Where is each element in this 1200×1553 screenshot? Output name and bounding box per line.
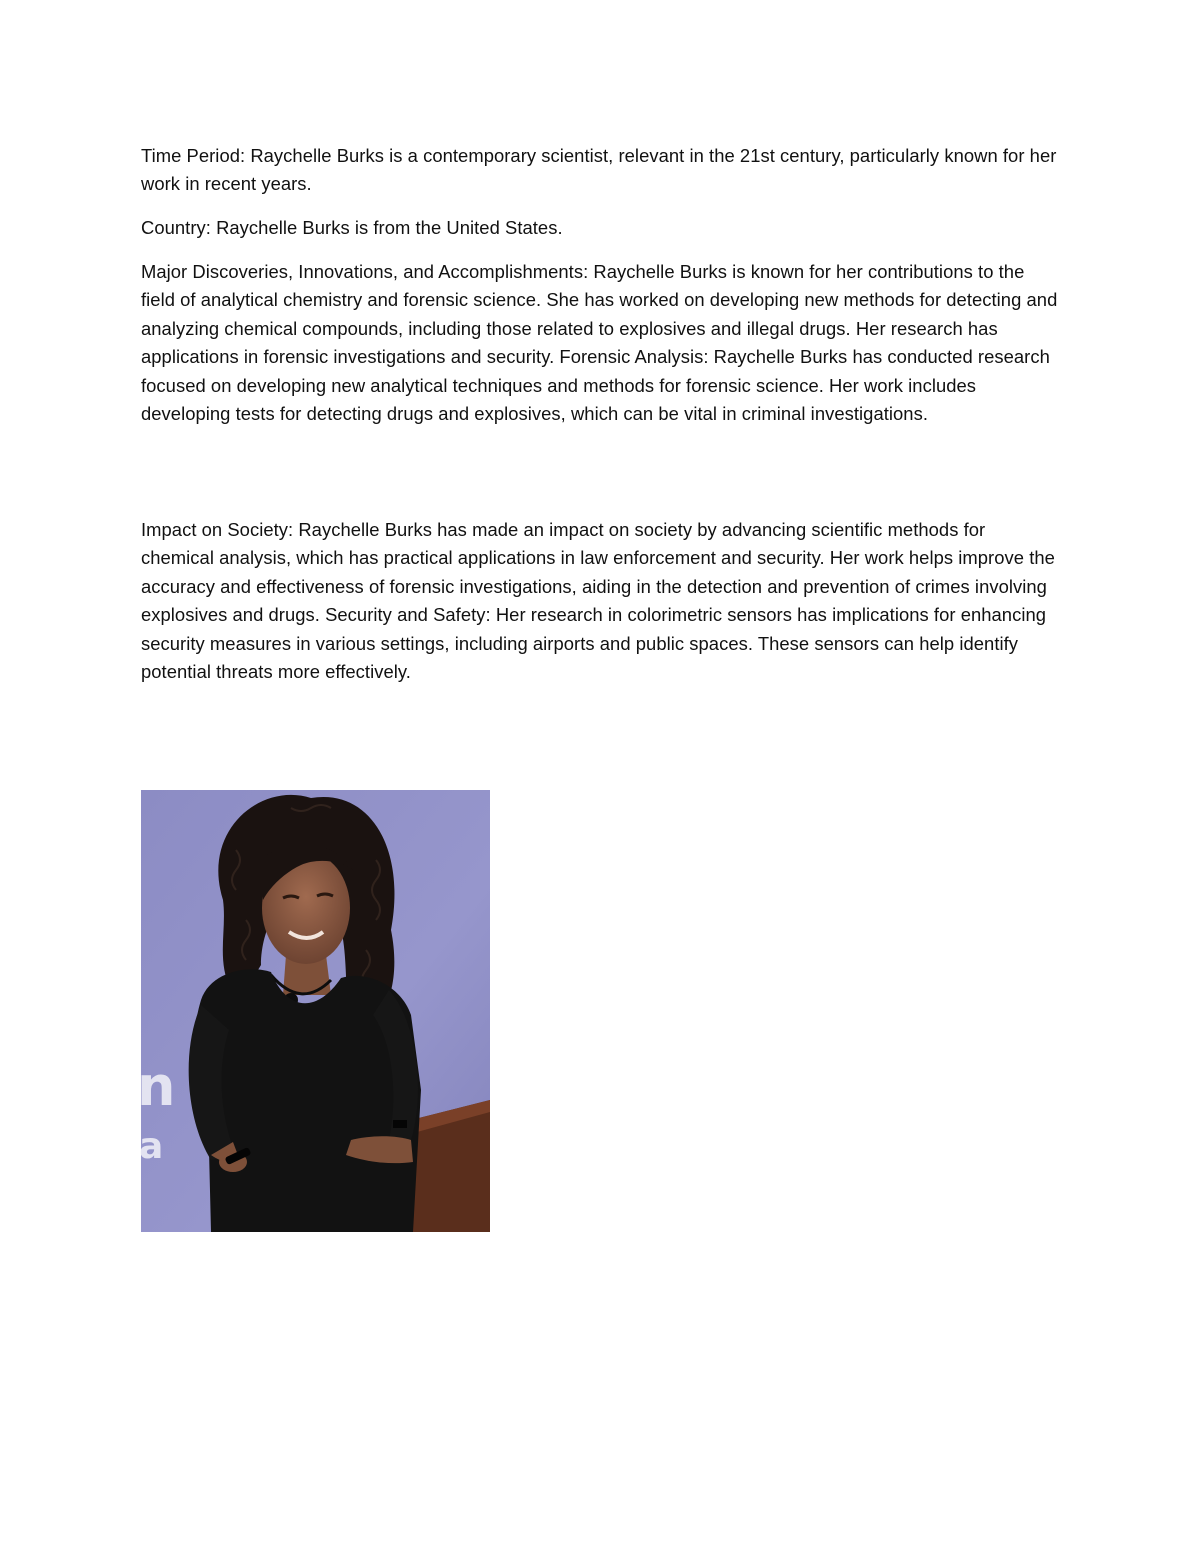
time-period-paragraph: Time Period: Raychelle Burks is a contemporary scientist, relevant in the 21st century, particularly known for her work in recent years. xyxy=(141,145,1057,195)
country-paragraph: Country: Raychelle Burks is from the United States. xyxy=(141,217,563,238)
wristwatch xyxy=(393,1120,407,1128)
wall-lettering: a xyxy=(139,1126,164,1167)
wall-lettering: n xyxy=(137,1055,176,1118)
portrait-photo xyxy=(137,790,490,1232)
impact-on-society-paragraph: Impact on Society: Raychelle Burks has made an impact on society by advancing scientific methods for chemical analysis, which has practical applications in law enforcement and security. Her work helps improve the accuracy and effectiveness of forensic investigations, aiding in the detection and prevention of crimes involving explosives and drugs. Security and Safety: Her research in colorimetric sensors has implications for enhancing security measures in various settings, including airports and public spaces. These sensors can help identify potential threats more effectively. xyxy=(141,519,1055,683)
major-discoveries-paragraph: Major Discoveries, Innovations, and Accomplishments: Raychelle Burks is known for her contributions to the field of analytical chemistry and forensic science. She has worked on developing new methods for detecting and analyzing chemical compounds, including those related to explosives and illegal drugs. Her research has applications in forensic investigations and security. Forensic Analysis: Raychelle Burks has conducted research focused on developing new analytical techniques and methods for forensic science. Her work includes developing tests for detecting drugs and explosives, which can be vital in criminal investigations. xyxy=(141,261,1058,425)
